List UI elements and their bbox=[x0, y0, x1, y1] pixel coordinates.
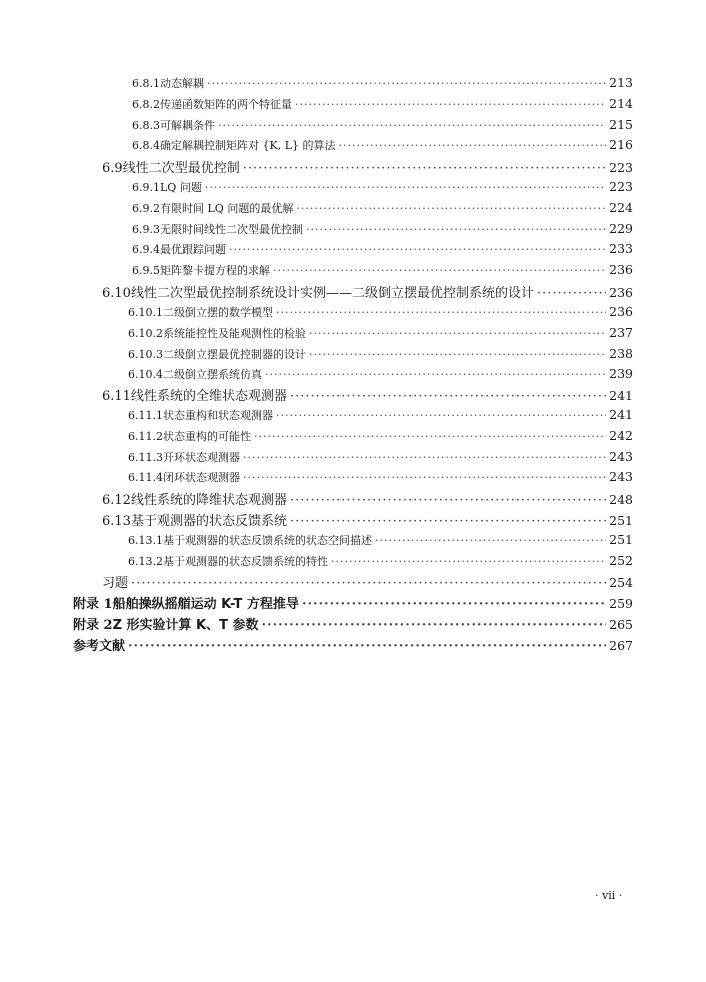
toc-page-number: 267 bbox=[609, 638, 633, 653]
toc-entry-6-8-1[interactable] bbox=[132, 75, 633, 91]
leader-dots bbox=[243, 451, 606, 464]
toc-number: 附录 1 bbox=[73, 597, 113, 612]
toc-page-number: 233 bbox=[609, 241, 633, 256]
toc-number: 6.13 bbox=[102, 514, 131, 529]
leader-dots bbox=[262, 618, 606, 633]
toc-title: 基于观测器的状态反馈系统的状态空间描述 bbox=[163, 534, 372, 547]
toc-page-number: 238 bbox=[609, 346, 633, 361]
toc-page-number: 241 bbox=[609, 388, 633, 403]
toc-number: 6.8.3 bbox=[132, 119, 160, 132]
leader-dots bbox=[295, 98, 606, 111]
toc-number: 6.10 bbox=[102, 286, 131, 301]
toc-number: 附录 2 bbox=[73, 618, 113, 633]
toc-title: 二级倒立摆系统仿真 bbox=[163, 368, 262, 381]
toc-title: Z 形实验计算 K、T 参数 bbox=[112, 618, 259, 633]
toc-title: 线性系统的降维状态观测器 bbox=[130, 493, 287, 508]
leader-dots bbox=[243, 471, 606, 484]
leader-dots bbox=[273, 264, 606, 277]
leader-dots bbox=[254, 430, 606, 443]
toc-page-number: 251 bbox=[609, 513, 633, 528]
toc-entry-6-11-3[interactable] bbox=[128, 449, 633, 465]
toc-entry-6-11[interactable] bbox=[102, 385, 633, 404]
leader-dots bbox=[290, 389, 606, 404]
toc-entry-6-10-2[interactable] bbox=[128, 325, 633, 341]
toc-page-number: 214 bbox=[609, 96, 633, 111]
leader-dots bbox=[339, 139, 606, 152]
toc-number: 6.9 bbox=[102, 161, 123, 176]
toc-entry-6-10-4[interactable] bbox=[128, 366, 633, 382]
toc-title: 无限时间线性二次型最优控制 bbox=[160, 223, 303, 236]
toc-number: 6.9.4 bbox=[132, 243, 160, 256]
toc-page-number: 213 bbox=[609, 75, 633, 90]
toc-number: 6.8.1 bbox=[132, 77, 160, 90]
leader-dots bbox=[306, 223, 606, 236]
toc-page-number: 248 bbox=[609, 492, 633, 507]
toc-number: 6.9.1 bbox=[132, 181, 160, 194]
toc-page-number: 236 bbox=[609, 304, 633, 319]
toc-entry-6-10-3[interactable] bbox=[128, 346, 633, 362]
leader-dots bbox=[205, 181, 606, 194]
toc-title: 二级倒立摆最优控制器的设计 bbox=[163, 348, 306, 361]
toc-entry-6-8-3[interactable] bbox=[132, 117, 633, 133]
toc-entry-6-9[interactable] bbox=[102, 157, 633, 176]
toc-number: 6.10.4 bbox=[128, 368, 163, 381]
leader-dots bbox=[375, 534, 606, 547]
toc-title: 系统能控性及能观测性的检验 bbox=[163, 327, 306, 340]
leader-dots bbox=[302, 597, 606, 612]
leader-dots bbox=[309, 327, 606, 340]
toc-title: 状态重构和状态观测器 bbox=[163, 409, 273, 422]
leader-dots bbox=[290, 514, 606, 529]
leader-dots bbox=[331, 555, 606, 568]
toc-entry-6-9-2[interactable] bbox=[132, 200, 633, 216]
toc-number: 6.13.1 bbox=[128, 534, 163, 547]
toc-page-number: 237 bbox=[609, 325, 633, 340]
toc-page-number: 223 bbox=[609, 179, 633, 194]
toc-page-number: 224 bbox=[609, 200, 633, 215]
toc-page-number: 239 bbox=[609, 366, 633, 381]
toc-entry-6-10-1[interactable] bbox=[128, 304, 633, 320]
toc-entry-appendix-2[interactable] bbox=[73, 614, 633, 633]
toc-entry-6-8-2[interactable] bbox=[132, 96, 633, 112]
toc-number: 6.11.4 bbox=[128, 471, 163, 484]
toc-entry-6-13[interactable] bbox=[102, 510, 633, 529]
leader-dots bbox=[218, 119, 606, 132]
toc-title: 基于观测器的状态反馈系统 bbox=[130, 514, 287, 529]
toc-entry-appendix-1[interactable] bbox=[73, 593, 633, 612]
toc-page-number: 254 bbox=[609, 575, 633, 590]
toc-number: 6.10.2 bbox=[128, 327, 163, 340]
toc-page-number: 242 bbox=[609, 428, 633, 443]
toc-title: LQ 问题 bbox=[160, 181, 202, 194]
leader-dots bbox=[128, 639, 606, 654]
toc-number: 6.13.2 bbox=[128, 555, 163, 568]
toc-title: 船舶操纵摇艏运动 K-T 方程推导 bbox=[112, 597, 299, 612]
leader-dots bbox=[537, 286, 606, 301]
toc-title: 有限时间 LQ 问题的最优解 bbox=[160, 202, 294, 215]
toc-number: 6.9.3 bbox=[132, 223, 160, 236]
leader-dots bbox=[290, 493, 606, 508]
toc-title: 基于观测器的状态反馈系统的特性 bbox=[163, 555, 328, 568]
toc-page-number: 251 bbox=[609, 532, 633, 547]
toc-title: 线性二次型最优控制 bbox=[122, 161, 240, 176]
toc-entry-6-11-1[interactable] bbox=[128, 407, 633, 423]
toc-entry-references[interactable] bbox=[73, 635, 633, 654]
toc-title: 闭环状态观测器 bbox=[163, 471, 240, 484]
toc-entry-6-9-1[interactable] bbox=[132, 179, 633, 195]
toc-page-number: 215 bbox=[609, 117, 633, 132]
toc-number: 6.11.3 bbox=[128, 451, 163, 464]
leader-dots bbox=[276, 409, 606, 422]
leader-dots bbox=[243, 161, 606, 176]
toc-number: 6.11.2 bbox=[128, 430, 163, 443]
toc-entry-6-13-2[interactable] bbox=[128, 553, 633, 569]
leader-dots bbox=[131, 576, 606, 591]
toc-entry-6-10[interactable] bbox=[102, 282, 633, 301]
leader-dots bbox=[207, 77, 606, 90]
toc-title: 最优跟踪问题 bbox=[160, 243, 226, 256]
toc-title: 线性系统的全维状态观测器 bbox=[130, 389, 287, 404]
toc-number: 6.11.1 bbox=[128, 409, 163, 422]
toc-number: 6.9.5 bbox=[132, 264, 160, 277]
toc-title: 参考文献 bbox=[73, 639, 126, 654]
toc-title: 习题 bbox=[102, 576, 129, 591]
toc-entry-6-13-1[interactable] bbox=[128, 532, 633, 548]
toc-number: 6.8.4 bbox=[132, 139, 160, 152]
toc-number: 6.10.3 bbox=[128, 348, 163, 361]
toc-entry-6-11-4[interactable] bbox=[128, 469, 633, 485]
leader-dots bbox=[309, 348, 606, 361]
toc-page-number: 243 bbox=[609, 469, 633, 484]
toc-number: 6.8.2 bbox=[132, 98, 160, 111]
leader-dots bbox=[265, 368, 606, 381]
toc-number: 6.12 bbox=[102, 493, 131, 508]
toc-title: 动态解耦 bbox=[160, 77, 204, 90]
toc-page-number: 259 bbox=[609, 596, 633, 611]
toc-entry-6-8-4[interactable] bbox=[132, 137, 633, 153]
leader-dots bbox=[296, 202, 606, 215]
toc-entry-6-9-3[interactable] bbox=[132, 221, 633, 237]
toc-title: 可解耦条件 bbox=[160, 119, 215, 132]
leader-dots bbox=[229, 243, 606, 256]
toc-title: 确定解耦控制矩阵对 {K, L} 的算法 bbox=[160, 139, 336, 152]
toc-title: 线性二次型最优控制系统设计实例——二级倒立摆最优控制系统的设计 bbox=[130, 286, 534, 301]
toc-entry-6-11-2[interactable] bbox=[128, 428, 633, 444]
leader-dots bbox=[276, 306, 606, 319]
toc-entry-exercises[interactable] bbox=[102, 572, 633, 591]
toc-title: 矩阵黎卡提方程的求解 bbox=[160, 264, 270, 277]
toc-title: 状态重构的可能性 bbox=[163, 430, 251, 443]
toc-entry-6-12[interactable] bbox=[102, 489, 633, 508]
toc-title: 开环状态观测器 bbox=[163, 451, 240, 464]
toc-page-number: 236 bbox=[609, 285, 633, 300]
toc-page-number: 241 bbox=[609, 407, 633, 422]
toc-number: 6.10.1 bbox=[128, 306, 163, 319]
toc-page-number: 223 bbox=[609, 160, 633, 175]
page-number: · vii · bbox=[595, 889, 623, 902]
toc-entry-6-9-4[interactable] bbox=[132, 241, 633, 257]
toc-number: 6.11 bbox=[102, 389, 131, 404]
toc-page-number: 236 bbox=[609, 262, 633, 277]
toc-title: 二级倒立摆的数学模型 bbox=[163, 306, 273, 319]
toc-page-number: 229 bbox=[609, 221, 633, 236]
toc-page-number: 243 bbox=[609, 449, 633, 464]
toc-entry-6-9-5[interactable] bbox=[132, 262, 633, 278]
toc-page-number: 216 bbox=[609, 137, 633, 152]
toc-page-number: 252 bbox=[609, 553, 633, 568]
toc-number: 6.9.2 bbox=[132, 202, 160, 215]
toc-title: 传递函数矩阵的两个特征量 bbox=[160, 98, 292, 111]
toc-page-number: 265 bbox=[609, 617, 633, 632]
